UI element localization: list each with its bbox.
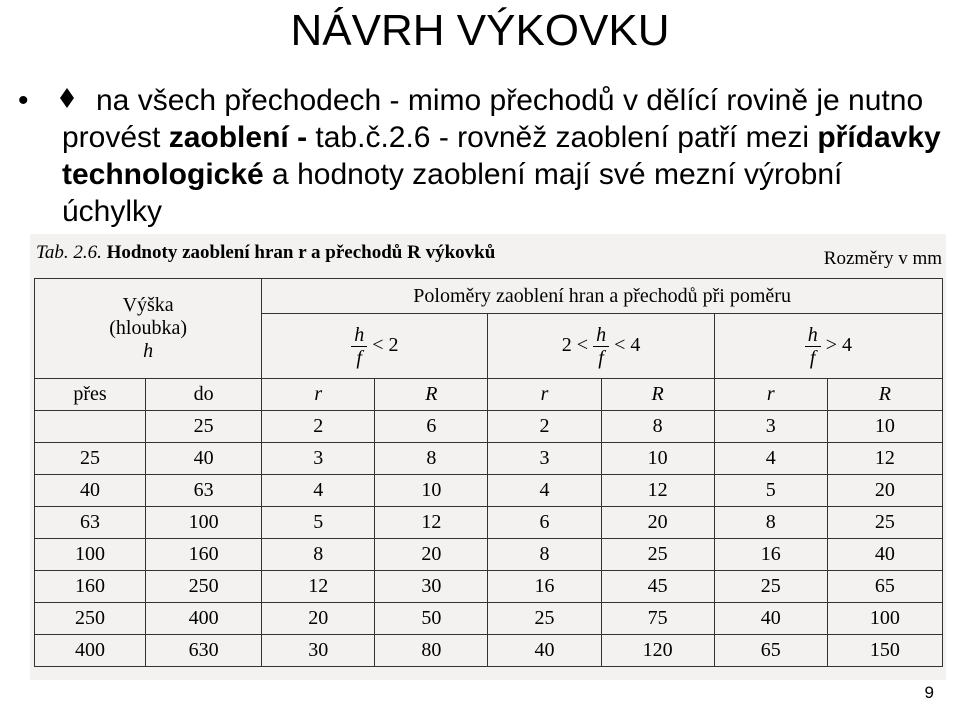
- table-cell: 40: [146, 443, 262, 475]
- sub-header-row: [35, 379, 943, 411]
- table-cell: 20: [262, 603, 375, 635]
- bullet-text: [62, 82, 948, 230]
- table-cell: 25: [146, 411, 262, 443]
- sub-header-r: r: [714, 379, 827, 411]
- bullet-item: [18, 82, 948, 230]
- bullet-text-part: a hodnoty zaoblení mají své mezní výrobní úchylky: [62, 158, 843, 228]
- table-cell: 8: [375, 443, 488, 475]
- fraction-denominator: f: [598, 346, 604, 369]
- table-cell: 65: [714, 635, 827, 667]
- table-cell: 25: [714, 571, 827, 603]
- ratio-header-gt4: [714, 314, 942, 379]
- table-cell: 40: [714, 603, 827, 635]
- ratio-header-lt2: [262, 314, 488, 379]
- fraction-numerator: h: [593, 324, 609, 347]
- table-cell: 4: [262, 475, 375, 507]
- table-units: Rozměry v mm: [823, 248, 942, 269]
- table-cell: 50: [375, 603, 488, 635]
- table-cell: 250: [35, 603, 146, 635]
- table-cell: 150: [827, 635, 942, 667]
- table-row: [35, 411, 943, 443]
- table-row: [35, 507, 943, 539]
- table-row: [35, 603, 943, 635]
- table-cell: 40: [488, 635, 601, 667]
- fraction-denominator: f: [809, 346, 816, 369]
- fraction-h-f: [593, 324, 609, 369]
- table-cell: 8: [714, 507, 827, 539]
- table-row: [35, 539, 943, 571]
- table-cell: 100: [827, 603, 942, 635]
- table-cell: 100: [35, 539, 146, 571]
- table-row: [35, 571, 943, 603]
- table-cell: 16: [714, 539, 827, 571]
- table-cell: 25: [601, 539, 714, 571]
- sub-header-R: R: [601, 379, 714, 411]
- table-cell: 4: [488, 475, 601, 507]
- bullet-bold-term: přídavky technologické: [62, 121, 941, 191]
- ratio-condition: 2 <: [561, 333, 589, 356]
- table-cell: 8: [601, 411, 714, 443]
- table-caption: [36, 242, 495, 264]
- height-label: Výška: [122, 294, 174, 316]
- table-cell: 3: [262, 443, 375, 475]
- sub-header-from: přes: [35, 379, 146, 411]
- ratio-group-header: Poloměry zaoblení hran a přechodů při poměru: [262, 279, 943, 314]
- table-cell: 400: [35, 635, 146, 667]
- sub-header-R: R: [827, 379, 942, 411]
- table-row: [35, 635, 943, 667]
- depth-label: (hloubka): [109, 317, 187, 339]
- table-body: [35, 411, 943, 667]
- table-cell: 400: [146, 603, 262, 635]
- table-cell: [35, 411, 146, 443]
- table-cell: 160: [35, 571, 146, 603]
- table-cell: 10: [827, 411, 942, 443]
- table-cell: 12: [827, 443, 942, 475]
- table-cell: 75: [601, 603, 714, 635]
- table-caption-number: Tab. 2.6.: [36, 242, 102, 263]
- h-symbol: h: [143, 340, 154, 362]
- table-cell: 20: [827, 475, 942, 507]
- ratio-condition: > 4: [825, 333, 852, 356]
- table-cell: 6: [375, 411, 488, 443]
- table-cell: 63: [146, 475, 262, 507]
- table-cell: 8: [488, 539, 601, 571]
- table-cell: 10: [601, 443, 714, 475]
- table-cell: 630: [146, 635, 262, 667]
- table-cell: 2: [262, 411, 375, 443]
- table-cell: 160: [146, 539, 262, 571]
- table-row: [35, 475, 943, 507]
- ratio-condition: < 4: [614, 333, 641, 356]
- sub-header-r: r: [262, 379, 375, 411]
- table-cell: 45: [601, 571, 714, 603]
- fraction-numerator: h: [805, 324, 821, 347]
- ratio-condition: < 2: [372, 333, 399, 356]
- fraction-denominator: f: [356, 346, 362, 369]
- table-cell: 25: [827, 507, 942, 539]
- table-cell: 25: [488, 603, 601, 635]
- sub-header-to: do: [146, 379, 262, 411]
- slide-title: NÁVRH VÝKOVKU: [290, 6, 670, 55]
- table-caption-title: Hodnoty zaoblení hran r a přechodů R výkovků: [106, 242, 496, 263]
- table-cell: 40: [827, 539, 942, 571]
- table-cell: 12: [262, 571, 375, 603]
- ratio-header-2-4: [488, 314, 714, 379]
- table-cell: 5: [714, 475, 827, 507]
- table-cell: 4: [714, 443, 827, 475]
- table-cell: 8: [262, 539, 375, 571]
- table-cell: 3: [488, 443, 601, 475]
- table-cell: 65: [827, 571, 942, 603]
- table-row: [35, 443, 943, 475]
- fraction-h-f: [351, 324, 367, 369]
- diamond-bullet-icon: [58, 82, 76, 121]
- table-cell: 2: [488, 411, 601, 443]
- table-cell: 250: [146, 571, 262, 603]
- sub-header-R: R: [375, 379, 488, 411]
- table-cell: 12: [601, 475, 714, 507]
- bullet-dot-icon: •: [18, 84, 29, 117]
- sub-header-r: r: [488, 379, 601, 411]
- table-cell: 30: [262, 635, 375, 667]
- table-cell: 120: [601, 635, 714, 667]
- fraction-numerator: h: [351, 324, 367, 347]
- table-cell: 6: [488, 507, 601, 539]
- table-cell: 40: [35, 475, 146, 507]
- table-cell: 20: [601, 507, 714, 539]
- fraction-h-f: [805, 324, 821, 369]
- height-column-header: [35, 279, 262, 379]
- table-cell: 5: [262, 507, 375, 539]
- table-cell: 80: [375, 635, 488, 667]
- page-number: 9: [924, 683, 934, 702]
- table-cell: 20: [375, 539, 488, 571]
- table-cell: 16: [488, 571, 601, 603]
- table-cell: 30: [375, 571, 488, 603]
- table-cell: 12: [375, 507, 488, 539]
- table-cell: 63: [35, 507, 146, 539]
- table-cell: 10: [375, 475, 488, 507]
- bullet-text-part: na všech přechodech - mimo přechodů v dělící rovině je nutno provést: [62, 84, 924, 154]
- table-cell: 100: [146, 507, 262, 539]
- table-cell: 3: [714, 411, 827, 443]
- table-cell: 25: [35, 443, 146, 475]
- rounding-values-table: [34, 278, 943, 667]
- bullet-text-part: tab.č.2.6 - rovněž zaoblení patří mezi: [315, 121, 818, 154]
- bullet-bold-term: zaoblení -: [168, 121, 316, 154]
